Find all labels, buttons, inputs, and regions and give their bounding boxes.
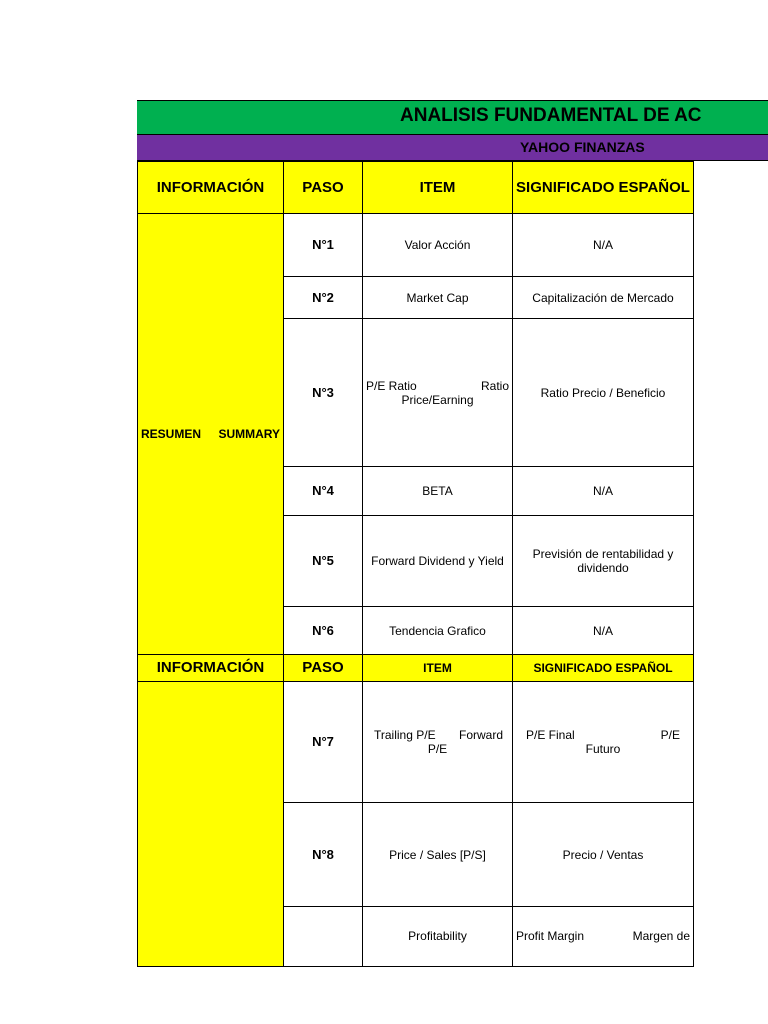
- significado-cell: [513, 682, 694, 803]
- item-text: P/E: [427, 742, 448, 756]
- significado-text: Margen de: [632, 929, 690, 943]
- paso-cell: N°4: [284, 467, 363, 516]
- significado-cell: N/A: [513, 607, 694, 655]
- item-cell: Valor Acción: [363, 214, 513, 277]
- item-cell: [363, 682, 513, 803]
- significado-cell: N/A: [513, 214, 694, 277]
- header-significado: SIGNIFICADO ESPAÑOL: [513, 162, 694, 214]
- item-cell: [363, 907, 513, 967]
- analysis-table: [137, 161, 694, 967]
- significado-text: Futuro: [585, 742, 621, 756]
- group-resumen-summary: [138, 214, 284, 655]
- group-label-resumen: RESUMEN: [141, 427, 202, 441]
- table-row: [138, 682, 694, 803]
- header-row: [138, 162, 694, 214]
- item-text: P/E Ratio: [366, 378, 417, 393]
- paso-cell: N°5: [284, 516, 363, 607]
- header-informacion: INFORMACIÓN: [138, 655, 284, 682]
- paso-cell: N°1: [284, 214, 363, 277]
- header-item: ITEM: [363, 162, 513, 214]
- significado-cell: Precio / Ventas: [513, 803, 694, 907]
- header-row: [138, 655, 694, 682]
- significado-cell: [513, 907, 694, 967]
- header-significado: SIGNIFICADO ESPAÑOL: [513, 655, 694, 682]
- paso-cell: N°7: [284, 682, 363, 803]
- subtitle-bar: [137, 135, 768, 161]
- title-bar: [137, 100, 768, 135]
- item-text: Trailing P/E: [374, 728, 436, 742]
- header-paso: PASO: [284, 162, 363, 214]
- item-text: Ratio: [480, 378, 509, 393]
- item-cell: Tendencia Grafico: [363, 607, 513, 655]
- significado-cell: Ratio Precio / Beneficio: [513, 319, 694, 467]
- group-label-summary: SUMMARY: [218, 427, 280, 441]
- sheet-title: ANALISIS FUNDAMENTAL DE AC: [400, 105, 702, 126]
- item-text: Price/Earning: [401, 392, 474, 407]
- spreadsheet: [137, 100, 768, 943]
- paso-cell: N°3: [284, 319, 363, 467]
- group-cell: [138, 682, 284, 967]
- significado-cell: N/A: [513, 467, 694, 516]
- significado-text: P/E Final: [526, 728, 575, 742]
- item-cell: [363, 319, 513, 467]
- paso-cell: N°6: [284, 607, 363, 655]
- significado-cell: Capitalización de Mercado: [513, 277, 694, 319]
- header-paso: PASO: [284, 655, 363, 682]
- header-item: ITEM: [363, 655, 513, 682]
- item-cell: Price / Sales [P/S]: [363, 803, 513, 907]
- item-cell: BETA: [363, 467, 513, 516]
- significado-text: P/E: [660, 728, 680, 742]
- paso-cell: N°2: [284, 277, 363, 319]
- significado-cell: Previsión de rentabilidad y dividendo: [513, 516, 694, 607]
- sheet-subtitle: YAHOO FINANZAS: [520, 139, 645, 155]
- table-row: [138, 214, 694, 277]
- item-cell: Forward Dividend y Yield: [363, 516, 513, 607]
- paso-cell: N°8: [284, 803, 363, 907]
- item-text: Forward: [458, 728, 503, 742]
- paso-cell: [284, 907, 363, 967]
- item-text: Profitability: [408, 929, 467, 943]
- significado-text: Profit Margin: [516, 929, 585, 943]
- item-cell: Market Cap: [363, 277, 513, 319]
- header-informacion: INFORMACIÓN: [138, 162, 284, 214]
